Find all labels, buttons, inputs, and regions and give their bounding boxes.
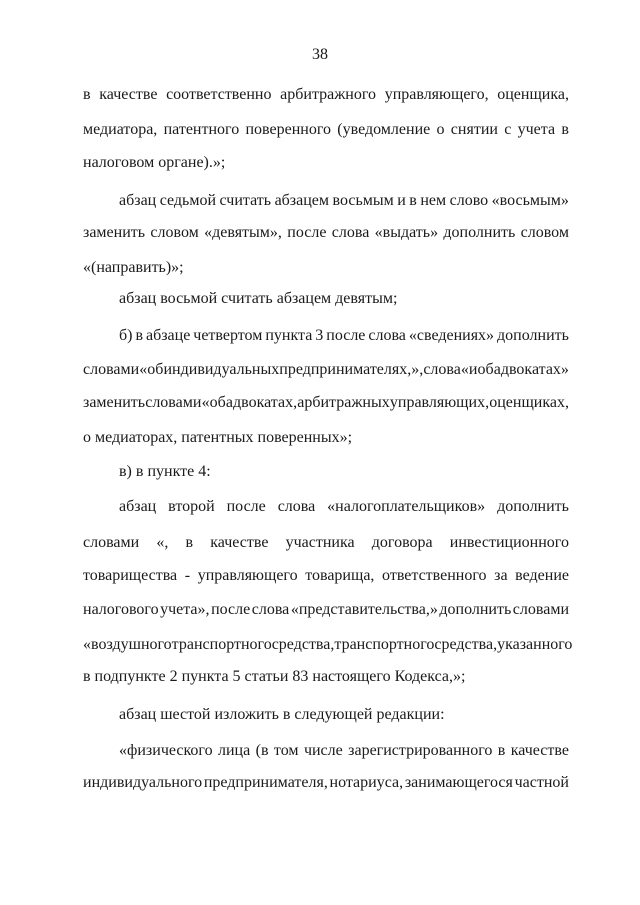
word: словами [512,601,569,618]
text-line [83,360,569,380]
word: четвертом [193,327,263,344]
word: б) [119,327,133,344]
word: «воздушного [83,636,172,653]
word: ответственного [382,567,487,584]
word: «сведениях» [408,327,495,344]
word: слова [331,224,370,241]
text-line [83,635,573,655]
word: (уведомление [337,121,431,138]
word: управляющего, [384,86,489,103]
word: поверенного [245,121,331,138]
word: седьмой [159,192,217,209]
word: абзацем [274,192,330,209]
text-line: в) в пункте 4: [119,463,211,480]
word: учета», [160,601,210,618]
text-line [119,326,569,346]
word: о [436,121,445,138]
word: товарища, [305,567,375,584]
word: числе [303,742,343,759]
text-line [83,85,569,105]
word: указанного [497,636,573,653]
word: «налогоплательщиков» [327,498,486,515]
word: в [185,534,194,551]
word: качестве [210,534,269,551]
word: «, [156,534,169,551]
word: считать [219,192,272,209]
word: 3 [315,327,324,344]
word: индивидуального [83,774,203,791]
word: слово [449,192,489,209]
word: адвокатах, [225,394,298,411]
text-line [83,773,569,793]
word: качестве [99,86,158,103]
word: арбитражных [297,394,390,411]
text-line [83,120,569,140]
text-line [83,600,569,620]
word: после [287,224,327,241]
word: в [135,327,143,344]
text-line [83,223,569,243]
word: лица [218,742,251,759]
word: инвестиционного [449,534,569,551]
word: транспортного [171,636,272,653]
text-line: о медиаторах, патентных поверенных»; [83,429,353,446]
word: оценщика, [497,86,569,103]
word: словом [150,224,199,241]
word: в [409,192,417,209]
word: индивидуальных [163,361,280,378]
word: в [83,86,91,103]
word: слова [368,327,406,344]
word: «физического [119,742,213,759]
word: управляющих, [389,394,490,411]
word: снятии [450,121,498,138]
word: абзаце [145,327,191,344]
word: словами [145,394,202,411]
word: об [477,361,494,378]
word: адвокатах» [493,361,569,378]
word: ведение [515,567,569,584]
word: участника [285,534,355,551]
word: словами [83,534,140,551]
word: занимающегося [404,774,513,791]
text-line [119,741,569,761]
text-line: абзац шестой изложить в следующей редакции: [119,706,445,723]
word: «выдать» [374,224,439,241]
word: «об [201,394,226,411]
word: дополнить [497,498,569,515]
word: в [497,742,506,759]
word: слова [277,498,316,515]
word: «об [139,361,164,378]
word: предпринимателях,», [279,361,424,378]
word: после [211,601,251,618]
word: «представительства,» [290,601,438,618]
word: дополнить [497,327,569,344]
word: том [273,742,299,759]
word: арбитражного [280,86,377,103]
text-line [83,533,569,553]
word: предпринимателя, [203,774,328,791]
word: средства, [271,636,335,653]
word: в [561,121,569,138]
text-line: «(направить)»; [83,259,184,276]
word: абзац [119,498,157,515]
word: словом [520,224,569,241]
word: слова [251,601,290,618]
word: «и [460,361,478,378]
page-number: 38 [312,46,328,63]
word: восьмым [332,192,394,209]
word: медиатора, [83,121,158,138]
word: (в [255,742,269,759]
word: после [326,327,366,344]
word: дополнить [443,224,516,241]
text-line: абзац восьмой считать абзацем девятым; [119,290,398,307]
word: - [184,567,191,584]
word: «восьмым» [491,192,569,209]
word: качестве [510,742,569,759]
word: с [504,121,512,138]
word: дополнить [439,601,512,618]
word: управляющего [197,567,298,584]
word: за [494,567,508,584]
word: средства, [434,636,498,653]
word: и [397,192,406,209]
word: «девятым», [204,224,282,241]
word: патентного [163,121,240,138]
word: транспортного [334,636,435,653]
text-line [119,191,569,211]
word: договора [371,534,433,551]
text-line [119,497,569,517]
word: заменить [83,224,146,241]
text-line [83,566,569,586]
word: частной [514,774,569,791]
word: оценщиках, [489,394,569,411]
word: зарегистрированного [348,742,493,759]
word: пункта [265,327,313,344]
text-line: в подпункте 2 пункта 5 статьи 83 настоящего Кодекса,»; [83,668,466,685]
word: заменить [83,394,146,411]
word: слова [423,361,461,378]
word: после [226,498,266,515]
word: учета [517,121,556,138]
word: нем [420,192,447,209]
word: нотариуса, [329,774,404,791]
word: соответственно [166,86,272,103]
word: второй [168,498,215,515]
word: товарищества [83,567,178,584]
word: налогового [83,601,159,618]
text-line: налоговом органе).»; [83,154,226,171]
word: абзац [119,192,157,209]
word: словами [83,361,140,378]
text-line [83,393,569,413]
